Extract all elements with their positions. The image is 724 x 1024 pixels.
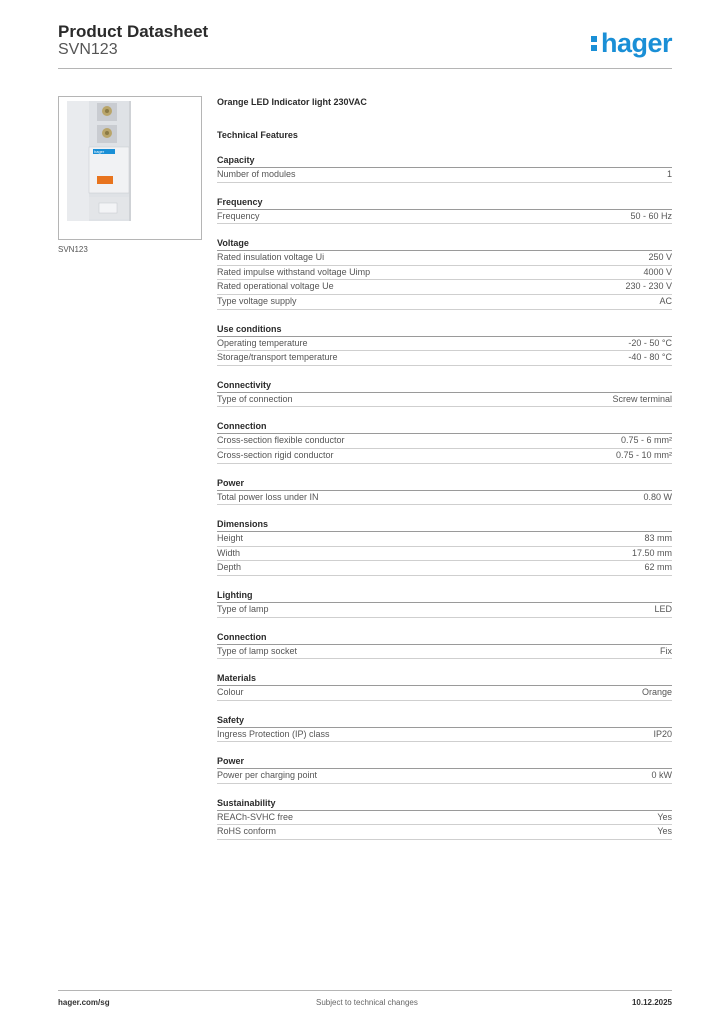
spec-row	[217, 168, 672, 183]
indicator-light-device-icon	[59, 97, 201, 239]
spec-label: Type voltage supply	[217, 295, 297, 306]
spec-group	[217, 238, 672, 309]
spec-group-title: Power	[217, 756, 672, 769]
footer-website[interactable]: hager.com/sg	[58, 998, 110, 1007]
spec-label: REACh-SVHC free	[217, 811, 294, 822]
spec-group	[217, 590, 672, 618]
logo-text: hager	[600, 28, 672, 58]
spec-groups	[217, 155, 672, 840]
logo-mark-icon	[591, 31, 599, 53]
device-brand-label: hager	[94, 149, 105, 154]
spec-group-title: Connection	[217, 421, 672, 434]
spec-value: Yes	[657, 811, 672, 822]
spec-group	[217, 380, 672, 408]
spec-label: Rated impulse withstand voltage Uimp	[217, 266, 371, 277]
spec-value: IP20	[653, 728, 672, 739]
spec-row	[217, 769, 672, 784]
spec-value: 0.80 W	[643, 491, 672, 502]
technical-features-title: Technical Features	[217, 130, 298, 140]
spec-row	[217, 728, 672, 743]
spec-row	[217, 210, 672, 225]
spec-value: 0 kW	[651, 770, 672, 781]
spec-value: -20 - 50 °C	[628, 337, 672, 348]
spec-value: 50 - 60 Hz	[630, 210, 672, 221]
spec-label: Power per charging point	[217, 770, 318, 781]
hager-logo	[591, 28, 672, 59]
header	[58, 22, 208, 59]
spec-row	[217, 393, 672, 408]
product-code: SVN123	[58, 41, 118, 58]
page-title: Product Datasheet	[58, 22, 209, 41]
spec-label: Number of modules	[217, 169, 296, 179]
spec-value: Fix	[660, 645, 672, 656]
spec-row	[217, 266, 672, 281]
spec-value: Yes	[657, 826, 672, 837]
specifications	[217, 96, 672, 840]
spec-row	[217, 603, 672, 618]
spec-label: Operating temperature	[217, 337, 308, 348]
header-divider	[58, 68, 672, 69]
spec-label: Rated operational voltage Ue	[217, 281, 334, 292]
spec-group-title: Lighting	[217, 590, 672, 603]
spec-group	[217, 421, 672, 463]
spec-label: Storage/transport temperature	[217, 352, 338, 363]
spec-row	[217, 686, 672, 701]
spec-group	[217, 756, 672, 784]
spec-value: Screw terminal	[612, 393, 672, 404]
spec-row	[217, 491, 672, 506]
spec-row	[217, 449, 672, 464]
spec-group	[217, 324, 672, 366]
spec-group-title: Power	[217, 478, 672, 491]
footer-date: 10.12.2025	[631, 998, 672, 1007]
spec-value: Orange	[641, 687, 672, 698]
spec-row	[217, 280, 672, 295]
spec-row	[217, 434, 672, 449]
spec-row	[217, 337, 672, 352]
footer-divider	[58, 990, 672, 991]
spec-group-title: Safety	[217, 715, 672, 728]
spec-group	[217, 197, 672, 225]
spec-label: Total power loss under IN	[217, 491, 319, 502]
spec-group-title: Materials	[217, 673, 672, 686]
product-image-caption: SVN123	[58, 245, 88, 254]
spec-value: 62 mm	[644, 562, 672, 573]
spec-group	[217, 673, 672, 701]
product-description: Orange LED Indicator light 230VAC	[217, 97, 367, 107]
spec-group-title: Frequency	[217, 197, 672, 210]
spec-value: 4000 V	[643, 266, 672, 277]
spec-row	[217, 645, 672, 660]
spec-group-title: Connectivity	[217, 380, 672, 393]
spec-label: Type of connection	[217, 393, 293, 404]
spec-group	[217, 155, 672, 183]
spec-group	[217, 519, 672, 576]
spec-value: 17.50 mm	[631, 547, 672, 558]
spec-group-title: Connection	[217, 632, 672, 645]
spec-row	[217, 547, 672, 562]
spec-group	[217, 798, 672, 840]
spec-label: Width	[217, 547, 241, 558]
spec-value: AC	[659, 295, 672, 306]
spec-value: 0.75 - 10 mm²	[615, 449, 672, 460]
spec-label: Height	[217, 533, 244, 544]
spec-group-title: Use conditions	[217, 324, 672, 337]
spec-value: 1	[666, 169, 672, 179]
spec-group-title: Voltage	[217, 238, 672, 251]
spec-group	[217, 478, 672, 506]
spec-label: Depth	[217, 562, 242, 573]
spec-label: RoHS conform	[217, 826, 277, 837]
spec-group-title: Dimensions	[217, 519, 672, 532]
spec-value: 83 mm	[644, 533, 672, 544]
spec-row	[217, 251, 672, 266]
spec-label: Cross-section rigid conductor	[217, 449, 334, 460]
spec-value: 230 - 230 V	[625, 281, 672, 292]
spec-group	[217, 715, 672, 743]
spec-value: LED	[654, 603, 672, 614]
spec-row	[217, 351, 672, 366]
spec-row	[217, 295, 672, 310]
spec-value: 0.75 - 6 mm²	[620, 435, 672, 446]
spec-label: Frequency	[217, 210, 260, 221]
spec-label: Ingress Protection (IP) class	[217, 728, 330, 739]
spec-row	[217, 532, 672, 547]
spec-label: Type of lamp	[217, 603, 269, 614]
spec-label: Cross-section flexible conductor	[217, 435, 345, 446]
spec-row	[217, 561, 672, 576]
spec-label: Type of lamp socket	[217, 645, 298, 656]
spec-label: Rated insulation voltage Ui	[217, 252, 325, 263]
spec-group-title: Capacity	[217, 155, 672, 168]
spec-value: 250 V	[648, 252, 672, 263]
footer-notice: Subject to technical changes	[316, 998, 418, 1007]
product-image	[58, 96, 202, 240]
spec-group	[217, 632, 672, 660]
spec-group-title: Sustainability	[217, 798, 672, 811]
spec-label: Colour	[217, 687, 244, 698]
spec-row	[217, 811, 672, 826]
spec-row	[217, 825, 672, 840]
spec-value: -40 - 80 °C	[628, 352, 672, 363]
